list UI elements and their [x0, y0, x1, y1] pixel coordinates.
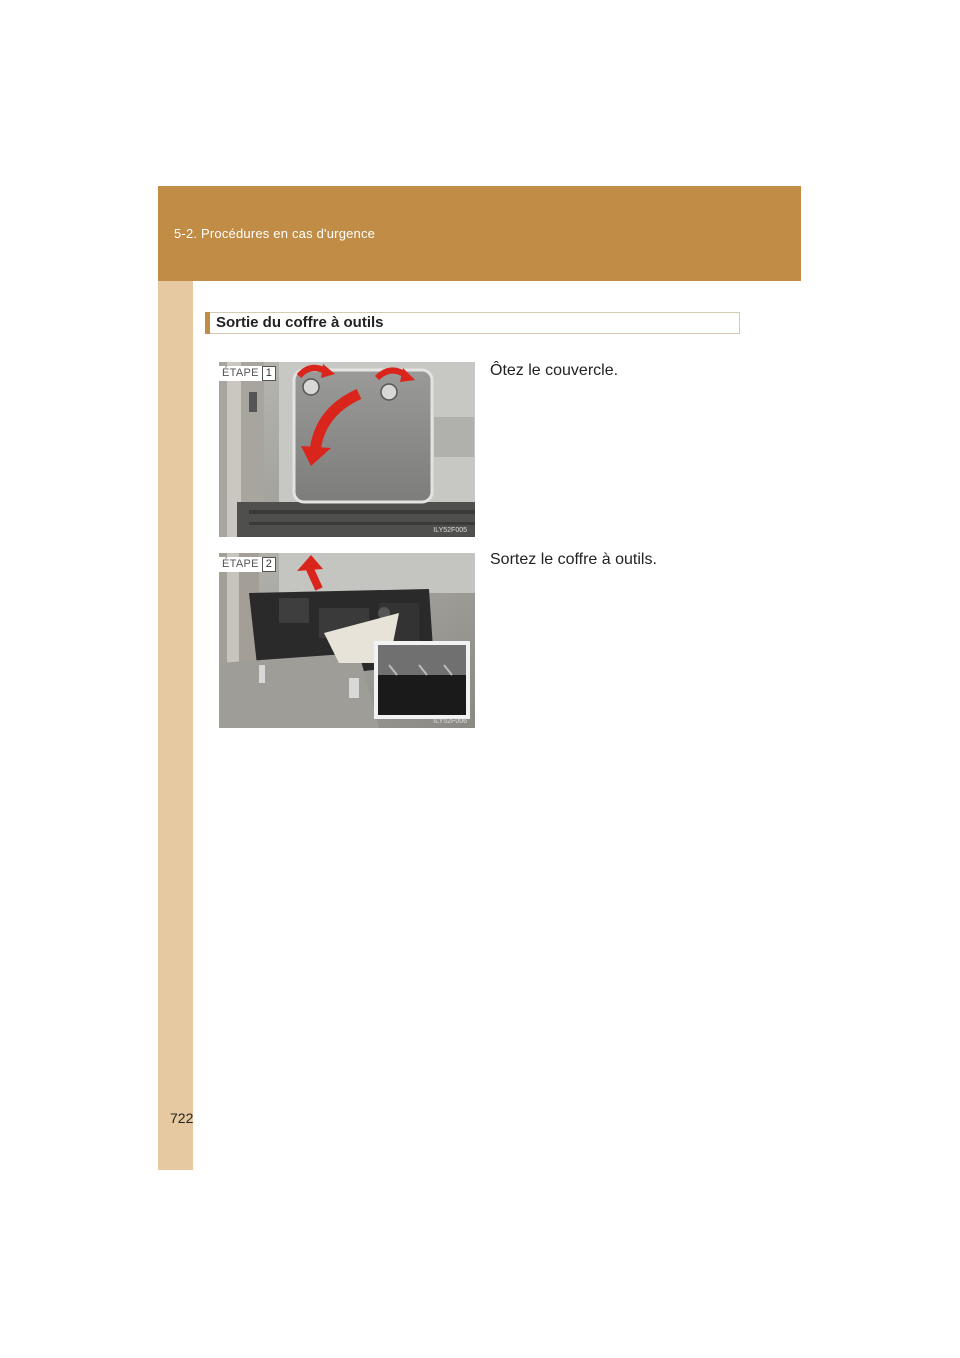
step-2-badge-label: ÉTAPE — [222, 558, 259, 570]
step-2-instruction: Sortez le coffre à outils. — [490, 551, 657, 568]
step-1-badge-number: 1 — [262, 366, 276, 381]
step-1-image-code: ILY52F005 — [433, 527, 467, 534]
section-title: Sortie du coffre à outils — [216, 314, 384, 331]
step-2-badge — [219, 557, 276, 572]
step-1-photo — [219, 362, 475, 537]
chapter-header: 5-2. Procédures en cas d'urgence — [174, 226, 376, 241]
sidebar-strip — [158, 186, 193, 1170]
step-2-image-code: ILY52F006 — [433, 718, 467, 725]
page-number: 722 — [170, 1110, 194, 1126]
step-1-badge-label: ÉTAPE — [222, 367, 259, 379]
section-title-accent — [205, 312, 210, 334]
step-2-badge-number: 2 — [262, 557, 276, 572]
step-1-badge — [219, 366, 276, 381]
section-title-box — [205, 312, 740, 334]
step-1-instruction: Ôtez le couvercle. — [490, 362, 619, 379]
cover-removal-illustration — [219, 362, 475, 537]
toolbox-removal-illustration — [219, 553, 475, 728]
step-2-photo — [219, 553, 475, 728]
